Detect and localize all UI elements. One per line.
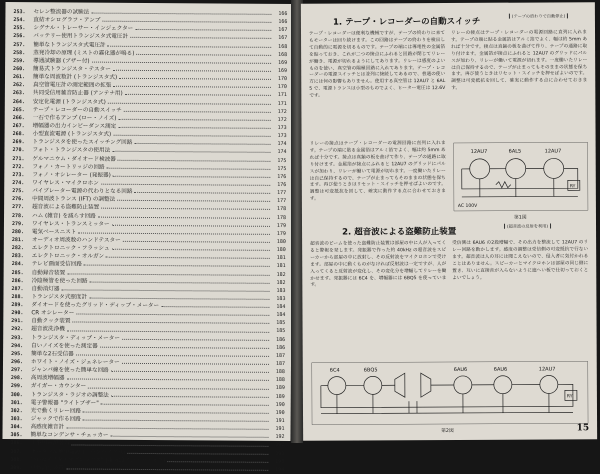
toc-leader-dots: [136, 53, 271, 56]
toc-entry-title: 安定化電源 (トランジスタ式): [32, 98, 106, 106]
toc-entry-page: 186: [276, 344, 286, 351]
section-2-text-right: 受信側は 6AU6 の2段増幅で、その出力を整流して 12AU7 のリレー回路を動かします。感度の調整は受信側の可変抵抗で行ないます。超音波は人の耳には聞こえないので、侵入者に気付かれることはありません。スピーカーとマイクロホンは部屋の同じ側に置き、互いに直接音が入らないように遮へい板で仕切っておくとよいでしょう。: [452, 240, 589, 281]
toc-entry-page: 176: [277, 173, 287, 180]
toc-entry-number: 253.: [13, 9, 26, 16]
toc-leader-dots: [107, 166, 271, 169]
toc-entry-number: 261.: [12, 74, 26, 81]
toc-entry-title: 光で動くリレー回路: [30, 408, 82, 415]
toc-entry-title: テレビ画面受信回路: [31, 261, 82, 268]
toc-entry-number: 292.: [11, 326, 24, 333]
toc-leader-dots: [161, 305, 269, 308]
toc-entry-page: 167: [278, 27, 288, 34]
toc-entry-title: 簡単なコンデンサ・チェッカー: [30, 432, 109, 440]
toc-leader-dots: [123, 240, 270, 243]
toc-leader-dots: [84, 264, 270, 267]
toc-entry-title: 超音波洗浄機: [31, 326, 65, 333]
toc-entry-page: 171: [277, 92, 287, 99]
toc-entry-title: バイブレーター電源の代わりとなる回路: [32, 188, 133, 195]
toc-entry-page: 193: [275, 458, 285, 465]
toc-leader-dots: [112, 150, 270, 153]
toc-entry-title: ポータブル簡単電源 (トランジスタ式): [30, 448, 126, 456]
toc-entry-number: 254.: [13, 17, 26, 24]
toc-entry-page: 176: [277, 181, 287, 188]
toc-entry-title: フォト・トランジスタの使用法: [32, 147, 111, 155]
toc-entry-title: フォノ・オシレーター (発振器): [32, 172, 111, 179]
toc-leader-dots: [62, 288, 270, 291]
toc-entry-number: 289.: [11, 302, 24, 309]
toc-entry-title: 超音波による盗難防止装置: [32, 204, 100, 212]
left-page: [2, 2, 293, 473]
toc-entry-page: 179: [276, 230, 286, 237]
section-1-text-left: テープ・レコーダーは便利な機械ですが、テープの終わりに来てもモーターは回り続けます。この回路はテープの終わりを検出して自動的に電源を切るものです。テープの端には導電性の金属箔を貼っておき、これが二つの接点にふれると回路が閉じてリレーが働き、電源が切れるようにしてあります。リレーは感度のよいものを使い、真空管の陽極回路に入れてあります。テープ・レコーダーの電源スイッチとは並列に接続してあるので、普通の使い方には何の影響もありません。使用する真空管は 12AU7 と 6AL5 で、電源トランスは小型のものでよく、ヒーター電圧は 12.6V です。: [309, 31, 447, 99]
toc-entry-page: 183: [276, 295, 286, 302]
toc-entry-number: 276.: [12, 196, 25, 203]
toc-entry-title: 工事用電源装置: [30, 440, 70, 447]
toc-entry-number: 303.: [10, 416, 23, 423]
section-1-text-continued: リレーの接点はテープ・レコーダーの電源回路に直列に入れます。テープの端に貼る金属箔はアルミ箔でよく、幅は約 5mm あれば十分です。接点は真鍮の板を曲げて作り、テープの通路に取り付けます。金属箔が接点にふれると 12AU7 のグリッドにパルスが加わり、リレーが働いて電源が切れます。一度働いたリレーは自己保持するので、テープが止まってもそのままの状態を保ちます。再び使うときはリセット・スイッチを押せばよいのです。調整は可変抵抗を回して、確実に動作する点に合わせておきます。: [309, 141, 446, 202]
toc-entry-title: 自動クック装置: [31, 318, 71, 325]
toc-leader-dots: [128, 452, 269, 455]
toc-entry-number: 275.: [12, 188, 25, 195]
toc-entry-title: ハム (雑音) を減らす回路: [32, 212, 96, 220]
toc-entry-number: 308.: [10, 456, 23, 463]
toc-entry-page: 172: [277, 116, 287, 123]
toc-entry-title: 自動録音装置: [31, 269, 66, 276]
toc-entry-title: 導通試験器 (ブザー付): [33, 58, 90, 65]
toc-entry-number: 279.: [11, 220, 25, 227]
toc-entry-page: 183: [276, 287, 286, 294]
toc-entry-number: 285.: [11, 269, 24, 276]
toc-entry-title: 共同受信用雑音防止器 (アンテナ用): [32, 90, 123, 98]
toc-entry-number: 268.: [12, 131, 25, 138]
toc-entry-number: 258.: [13, 49, 26, 56]
toc-entry-page: 191: [275, 417, 285, 424]
toc-leader-dots: [92, 61, 272, 64]
toc-entry-title: 真空管電圧計の測定範囲の拡張: [32, 82, 112, 90]
figure-1-source-label: AC 100V: [457, 203, 478, 209]
toc-leader-dots: [108, 44, 272, 47]
toc-entry-number: 293.: [11, 334, 24, 341]
toc-leader-dots: [111, 435, 269, 438]
toc-entry-number: 304.: [10, 424, 23, 431]
toc-entry-number: 270.: [12, 147, 25, 154]
toc-leader-dots: [83, 419, 269, 422]
toc-entry-page: 178: [277, 206, 287, 213]
toc-entry-page: 182: [276, 271, 286, 278]
toc-entry-title: 簡単な周波数計 (トランジスタ式): [32, 74, 118, 81]
toc-entry-page: 181: [276, 255, 286, 262]
toc-entry-page: 187: [276, 352, 286, 359]
figure-2-tube-b-label: 6BQ5: [363, 367, 378, 374]
toc-entry-page: 177: [277, 189, 287, 197]
toc-entry-page: 166: [278, 10, 288, 17]
toc-entry-title: ガイガー・カウンター: [30, 383, 87, 391]
section-1-title: [333, 15, 480, 28]
toc-entry-page: 175: [277, 165, 287, 172]
toc-entry-page: 170: [277, 76, 288, 83]
section-2-heading: 超音波による盗難防止装置: [354, 226, 457, 238]
toc-entry-page: 184: [276, 312, 286, 319]
toc-entry-number: 255.: [13, 25, 26, 32]
page-number: 15: [576, 423, 590, 434]
section-1-text-right: リレーの接点はテープ・レコーダーの電源回路に直列に入れます。テープの端に貼る金属箔はアルミ箔でよく、幅は約 5mm あれば十分です。接点は真鍮の板を曲げて作り、テープの通路に取り付けます。金属箔が接点にふれると 12AU7 のグリッドにパルスが加わり、リレーが働いて電源が切れます。一度働いたリレーは自己保持するので、テープが止まってもそのままの状態を保ちます。再び使うときはリセット・スイッチを押せばよいのです。調整は可変抵抗を回して、確実に動作する点に合わせておきます。: [451, 30, 588, 92]
toc-entry-title: 直結オシログラフ・アンプ: [33, 17, 101, 24]
toc-leader-dots: [101, 183, 270, 186]
toc-leader-dots: [125, 93, 271, 96]
toc-leader-dots: [72, 443, 269, 446]
toc-leader-dots: [113, 69, 271, 72]
figure-1-tube-b-label: 6AL5: [508, 148, 522, 155]
toc-entry-number: 274.: [12, 180, 25, 187]
toc-entry-page: 185: [276, 320, 286, 327]
toc-entry-title: ホワイト・ノイズ・ジェネレーター: [30, 359, 120, 366]
toc-entry-number: 273.: [12, 171, 25, 178]
figure-2-tube-d-label: 6AU6: [493, 366, 508, 373]
toc-leader-dots: [135, 28, 271, 31]
toc-entry-number: 306.: [10, 440, 23, 447]
toc-leader-dots: [83, 411, 269, 414]
toc-entry-page: 193: [275, 450, 285, 457]
toc-entry-title: ダイオードを使ったグリッド・ディップ・メーター: [31, 302, 160, 310]
toc-leader-dots: [76, 353, 269, 356]
toc-entry-title: 白いノイズを使った測定器: [31, 342, 98, 350]
toc-leader-dots: [88, 386, 269, 389]
toc-entry-number: 262.: [12, 82, 26, 89]
toc-entry-title: 自動消灯器: [31, 285, 60, 293]
toc-leader-dots: [67, 272, 269, 275]
toc-entry-title: 小型直流電源 (トランジスタ式): [32, 131, 112, 138]
toc-entry-title: 簡易式トランジスタ・テスター: [33, 66, 111, 73]
toc-leader-dots: [108, 101, 271, 104]
toc-entry-title: ジャンパ線を使った簡単な回路: [30, 367, 109, 374]
figure-2-tube-c-label: 6AU6: [453, 366, 468, 373]
toc-entry-number: 298.: [10, 375, 23, 382]
toc-entry-title: セレン整流器の試験法: [33, 9, 90, 16]
toc-leader-dots: [111, 370, 269, 373]
toc-entry-number: 272.: [12, 163, 25, 170]
toc-entry-number: 309.: [10, 464, 23, 472]
toc-leader-dots: [66, 427, 268, 430]
toc-leader-dots: [78, 231, 270, 234]
toc-entry-page: 168: [278, 43, 288, 50]
toc-entry-page: 182: [276, 279, 286, 286]
toc-entry-title: オーディオ周波数のハンドテスター: [31, 237, 121, 244]
toc-entry-number: 294.: [11, 342, 24, 349]
toc-entry-page: 187: [275, 360, 286, 368]
toc-leader-dots: [119, 77, 271, 80]
section-1-note: (テープの終わりで自動停止): [509, 13, 568, 18]
section-1-heading: テープ・レコーダーの自動スイッチ: [345, 16, 481, 28]
toc-entry-page: 192: [275, 434, 285, 441]
toc-entry-page: 189: [275, 393, 285, 400]
toc-entry-title: ゲルマニウム・ダイオード検波器: [32, 155, 116, 163]
toc-entry-page: 172: [277, 108, 287, 115]
toc-entry-number: 260.: [13, 66, 26, 73]
toc-entry-page: 180: [276, 238, 286, 245]
toc-entry-page: 191: [275, 426, 285, 433]
toc-entry-title: CR オシレーター: [31, 310, 75, 317]
toc-entry-title: 自動消灯装置: [30, 465, 64, 472]
toc-entry-number: 277.: [12, 204, 25, 211]
toc-leader-dots: [122, 338, 269, 341]
toc-entry-number: 256.: [13, 33, 26, 40]
toc-leader-dots: [90, 280, 270, 283]
toc-entry-title: 簡単なトランジスタ式電圧計: [33, 41, 106, 49]
section-1-number: 1.: [332, 17, 343, 28]
toc-entry-page: 173: [277, 133, 287, 140]
toc-leader-dots: [101, 207, 270, 210]
toc-entry-title: 電子警報器 "ライトブザー": [30, 399, 99, 407]
toc-entry-page: 190: [275, 401, 285, 408]
toc-leader-dots: [113, 134, 270, 137]
toc-leader-dots: [118, 118, 270, 121]
toc-entry-title: トランジスタ・ディップ・メーター: [31, 334, 120, 342]
toc-entry-title: 増幅器の出力インピーダンス測定: [32, 123, 117, 130]
toc-leader-dots: [102, 20, 271, 23]
toc-leader-dots: [167, 460, 268, 463]
toc-entry-title: 冷陰極管を使った回路: [31, 277, 88, 285]
toc-entry-number: 263.: [12, 90, 25, 97]
toc-leader-dots: [113, 175, 271, 178]
toc-entry-page: 169: [278, 59, 288, 66]
figure-1-tube-c-label: 12AU7: [544, 148, 562, 155]
toc-entry-number: 296.: [10, 359, 24, 366]
figure-1-schematic: [452, 140, 590, 213]
toc-entry-title: 電気ベースニスト: [31, 228, 77, 236]
toc-leader-dots: [91, 12, 271, 15]
toc-entry-page: 174: [277, 149, 287, 156]
toc-entry-title: 蒸発冷却の原理 (ミストの霧化器が鳴る): [33, 49, 135, 57]
toc-entry-number: 290.: [11, 310, 24, 317]
toc-leader-dots: [134, 191, 270, 194]
toc-entry-number: 257.: [13, 41, 26, 48]
toc-entry-title: いわゆる "ダイオプレックス" (電気的アンテナ・オフ): [30, 456, 166, 464]
toc-leader-dots: [112, 223, 270, 226]
toc-entry-number: 264.: [12, 98, 25, 105]
toc-entry-number: 267.: [12, 123, 25, 130]
toc-entry-number: 280.: [11, 228, 24, 235]
toc-entry-title: バッテリー使用トランジスタ式電圧計: [33, 33, 129, 41]
toc-leader-dots: [98, 215, 270, 218]
toc-entry-page: 184: [276, 303, 286, 311]
toc-entry-number: 269.: [12, 139, 25, 146]
toc-entry-page: 170: [277, 84, 287, 91]
toc-entry-page: 169: [278, 67, 288, 74]
toc-entry-number: 282.: [11, 245, 24, 252]
toc-leader-dots: [122, 362, 269, 365]
toc-entry-page: 167: [278, 35, 288, 42]
toc-entry-page: 189: [275, 385, 285, 392]
toc-leader-dots: [106, 256, 270, 259]
toc-entry-title: 高感度雑音計: [30, 424, 65, 431]
right-page: [301, 2, 597, 441]
toc-entry-page: 175: [277, 157, 287, 164]
toc-entry-title: フォノ・カートリッジの回路: [32, 163, 105, 171]
toc-entry-page: 188: [275, 369, 285, 376]
section-2-number: 2.: [342, 227, 352, 238]
toc-entry-page: 168: [278, 51, 288, 58]
toc-entry-title: トランジスタ・ラジオの調整法: [30, 391, 109, 399]
toc-entry-title: 一石で作るアンプ (ロー・ノイズ): [32, 115, 117, 122]
toc-entry-page: 171: [277, 100, 287, 107]
toc-entry-page: 186: [276, 336, 286, 343]
toc-entry-number: 286.: [11, 277, 24, 284]
toc-leader-dots: [117, 199, 270, 202]
toc-entry-number: 287.: [11, 285, 24, 292]
toc-entry-page: 178: [276, 214, 287, 221]
toc-leader-dots: [66, 467, 268, 470]
toc-entry-number: 305.: [10, 432, 23, 439]
toc-entry-number: 291.: [11, 318, 24, 325]
toc-entry-title: ワイヤレス・トランスミッター: [31, 220, 110, 228]
toc-entry-number: 259.: [13, 57, 26, 64]
toc-entry-number: 265.: [12, 106, 25, 113]
toc-entry-page: 194: [275, 466, 285, 473]
toc-leader-dots: [72, 321, 269, 324]
toc-entry-number: 302.: [10, 407, 23, 415]
section-2-title: [342, 225, 456, 238]
toc-entry-number: 297.: [10, 367, 24, 374]
toc-leader-dots: [118, 126, 270, 129]
toc-entry-title: ワイヤレス・マイクロホン: [32, 180, 99, 187]
table-of-contents: [10, 8, 287, 474]
toc-leader-dots: [67, 329, 269, 332]
toc-leader-dots: [112, 248, 270, 251]
toc-entry-title: トランジスタ式照度計: [31, 294, 88, 301]
toc-entry-page: 166: [278, 19, 288, 26]
toc-entry-page: 190: [275, 409, 285, 416]
figure-2-tube-a-label: 6C4: [329, 367, 340, 374]
figure-1-caption: 第1図: [513, 215, 527, 221]
figure-2-caption: 第2図: [441, 428, 454, 435]
figure-2-relay-label: RY: [566, 394, 573, 400]
toc-entry-page: 181: [276, 263, 286, 270]
toc-entry-title: 高周波増幅器: [30, 375, 65, 382]
toc-entry-number: 299.: [10, 383, 23, 390]
toc-entry: [10, 464, 284, 474]
figure-1-tube-a-label: 12AU7: [470, 148, 488, 155]
toc-entry-page: 180: [276, 246, 286, 254]
toc-entry-number: 284.: [11, 261, 24, 268]
toc-entry-title: トランジスタを使ったスイッチング回路: [32, 139, 133, 147]
toc-entry-title: 中間周波トランス (IFT) の調整法: [32, 196, 116, 204]
toc-entry-title: ジャックで作る回路: [30, 416, 81, 423]
toc-entry-title: シグナル・トレーサー・インジェクター: [33, 25, 134, 33]
toc-leader-dots: [89, 297, 269, 300]
toc-entry-title: テープ・レコーダーの自動スイッチ: [32, 106, 122, 114]
toc-entry-number: 278.: [12, 212, 25, 219]
section-2-text-left: 超音波のビームを使った盗難防止装置は部屋の中に人が入ってくると警報を発します。発振器で作った約 40kHz の超音波をスピーカーから部屋の中に放射し、その反射波をマイクロホンで受けます。部屋の中に動くものがなければ反射波は一定ですが、人が入ってくると反射波が変化し、その変化分を増幅してリレーを働かせます。発振器には 6C4 を、増幅器には 6BQ5 を使っています。: [310, 241, 447, 289]
toc-entry-number: 266.: [12, 114, 25, 121]
toc-leader-dots: [101, 402, 269, 405]
figure-2-schematic: [311, 360, 589, 425]
toc-entry-number: 281.: [11, 236, 24, 244]
toc-leader-dots: [76, 313, 269, 316]
figure-2-tube-e-label: 12AU7: [538, 366, 556, 373]
toc-leader-dots: [130, 36, 271, 39]
toc-leader-dots: [100, 345, 269, 348]
toc-entry-page: 188: [275, 377, 285, 384]
toc-entry-number: 288.: [11, 293, 24, 301]
toc-entry-page: 174: [277, 141, 287, 148]
toc-leader-dots: [124, 110, 271, 113]
toc-entry-page: 192: [275, 442, 285, 449]
toc-entry-title: エレクトロニック・フラッシュ: [31, 245, 110, 252]
toc-entry-number: 283.: [11, 253, 24, 260]
toc-entry-page: 179: [276, 222, 286, 229]
toc-entry-page: 177: [277, 198, 287, 205]
section-2-note: (超音波の反射を利用): [504, 223, 551, 228]
toc-entry-number: 301.: [10, 399, 23, 406]
toc-leader-dots: [113, 85, 271, 88]
toc-entry-number: 295.: [11, 350, 24, 358]
toc-entry-number: 300.: [10, 391, 23, 398]
toc-entry-title: 簡単な2石受信器: [31, 351, 74, 358]
toc-leader-dots: [66, 378, 268, 381]
toc-leader-dots: [134, 142, 270, 145]
toc-entry-title: エレクトロニック・オルガン: [31, 253, 105, 260]
toc-leader-dots: [118, 158, 271, 161]
toc-entry-number: 271.: [12, 155, 25, 162]
toc-entry-number: 307.: [10, 448, 23, 455]
figure-1-relay-label: RY: [569, 184, 576, 190]
toc-leader-dots: [111, 394, 269, 397]
toc-entry-page: 185: [276, 328, 286, 335]
toc-entry-page: 173: [277, 124, 287, 131]
